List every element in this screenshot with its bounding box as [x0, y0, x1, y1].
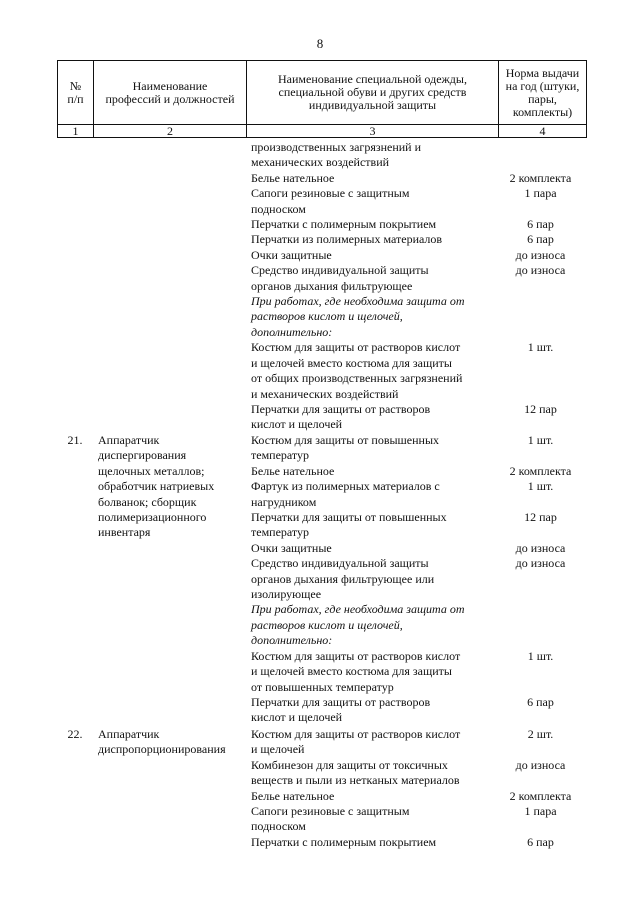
item-norm: 1 шт. — [527, 340, 554, 355]
list-item — [251, 140, 499, 171]
list-item — [251, 433, 554, 464]
list-item — [251, 834, 554, 850]
column-number-4: 4 — [499, 125, 587, 138]
item-name: производственных загрязнений и механических воздействий — [251, 140, 422, 170]
item-norm: 1 шт. — [527, 479, 554, 494]
item-name: Костюм для защиты от растворов кислот и щелочей — [251, 727, 461, 757]
row-number: 22. — [67, 727, 83, 741]
header-col-number — [58, 61, 94, 125]
header-col-profession — [94, 61, 247, 125]
list-item — [251, 694, 554, 726]
item-name: Белье нательное — [251, 170, 335, 185]
item-name: Перчатки с полимерным покрытием — [251, 217, 437, 232]
list-item — [251, 788, 572, 804]
header-col-equipment-label: Наименование специальной одежды, специальной обуви и других средств индивидуальной защиты — [278, 72, 467, 112]
list-item — [251, 727, 554, 758]
profession-name: Аппаратчик диспропорционирования — [98, 727, 226, 757]
item-name: Перчатки для защиты от повышенных температур — [251, 510, 447, 540]
item-name: Костюм для защиты от повышенных температур — [251, 433, 440, 463]
item-norm: 12 пар — [524, 401, 557, 416]
item-norm: 6 пар — [527, 834, 554, 849]
item-norm: 2 комплекта — [509, 170, 572, 185]
item-name: Перчатки для защиты от растворов кислот и щелочей — [251, 694, 431, 725]
conditional-note: При работах, где необходима защита от растворов кислот и щелочей, дополнительно: — [251, 294, 465, 339]
list-item — [251, 540, 566, 556]
item-norm: 6 пар — [527, 694, 554, 709]
column-number-3: 3 — [247, 125, 499, 138]
header-col-norm-label: Норма выдачи на год (штуки, пары, комплекты) — [505, 65, 580, 119]
item-norm: до износа — [515, 247, 566, 262]
item-name: Перчатки с полимерным покрытием — [251, 834, 437, 849]
list-item — [251, 217, 554, 232]
item-norm: 1 пара — [524, 186, 557, 201]
list-item — [251, 401, 557, 433]
item-norm: 12 пар — [524, 510, 557, 525]
list-item — [251, 757, 566, 789]
item-name: Фартук из полимерных материалов с нагрудником — [251, 479, 440, 509]
list-item — [251, 510, 557, 541]
column-number-2: 2 — [94, 125, 247, 138]
table-header — [57, 60, 587, 138]
item-norm: до износа — [515, 757, 566, 772]
item-norm: 2 комплекта — [509, 788, 572, 803]
list-item — [251, 463, 572, 479]
item-norm: до износа — [515, 263, 566, 278]
item-name: Комбинезон для защиты от токсичных веществ и пыли из нетканых материалов — [251, 757, 460, 788]
list-item — [251, 232, 554, 247]
header-col-equipment — [247, 61, 499, 125]
list-item — [251, 247, 566, 263]
list-item — [251, 804, 557, 835]
conditional-note: При работах, где необходима защита от растворов кислот и щелочей, дополнительно: — [251, 602, 465, 648]
item-name: Перчатки из полимерных материалов — [251, 232, 443, 247]
list-item — [251, 170, 572, 186]
header-col-number-label: № п/п — [67, 78, 84, 106]
list-item — [251, 648, 554, 695]
list-item — [251, 340, 554, 402]
list-item — [251, 263, 566, 294]
item-name: Белье нательное — [251, 788, 335, 803]
item-norm — [499, 140, 582, 171]
item-name: Очки защитные — [251, 247, 332, 262]
equipment-list — [251, 727, 572, 850]
item-name: Очки защитные — [251, 540, 332, 555]
item-name: Средство индивидуальной защиты органов дыхания фильтрующее или изолирующее — [251, 556, 435, 602]
item-name: Сапоги резиновые с защитным подноском — [251, 186, 410, 216]
item-name: Белье нательное — [251, 463, 335, 478]
list-item — [251, 479, 554, 510]
equipment-list — [251, 433, 572, 726]
item-norm: до износа — [515, 556, 566, 571]
item-name: Средство индивидуальной защиты органов дыхания фильтрующее — [251, 263, 429, 293]
equipment-list — [251, 140, 572, 433]
list-item — [251, 186, 557, 217]
item-norm: до износа — [515, 540, 566, 555]
item-name: Костюм для защиты от растворов кислот и щелочей вместо костюма для защиты от повышенных температур — [251, 648, 461, 694]
item-norm: 1 шт. — [527, 648, 554, 663]
header-row — [58, 61, 587, 125]
item-norm: 6 пар — [527, 217, 554, 232]
header-col-norm — [499, 61, 587, 125]
column-number-1: 1 — [58, 125, 94, 138]
item-norm: 2 шт. — [527, 727, 554, 741]
item-norm: 2 комплекта — [509, 463, 572, 478]
item-norm: 1 пара — [524, 804, 557, 819]
item-name: Сапоги резиновые с защитным подноском — [251, 804, 410, 834]
page-number: 8 — [316, 36, 324, 51]
column-numbers-row — [58, 125, 587, 138]
list-item — [251, 556, 566, 602]
profession-name: Аппаратчик диспергирования щелочных металлов; обработчик натриевых болванок; сборщик полимеризационного инвентаря — [98, 433, 215, 540]
item-name: Перчатки для защиты от растворов кислот и щелочей — [251, 401, 431, 432]
item-name: Костюм для защиты от растворов кислот и щелочей вместо костюма для защиты от общих производственных загрязнений и механических воздействий — [251, 340, 463, 401]
item-norm: 1 шт. — [527, 433, 554, 447]
header-col-profession-label: Наименование профессий и должностей — [105, 78, 235, 106]
row-number: 21. — [67, 433, 83, 447]
item-norm: 6 пар — [527, 232, 554, 247]
